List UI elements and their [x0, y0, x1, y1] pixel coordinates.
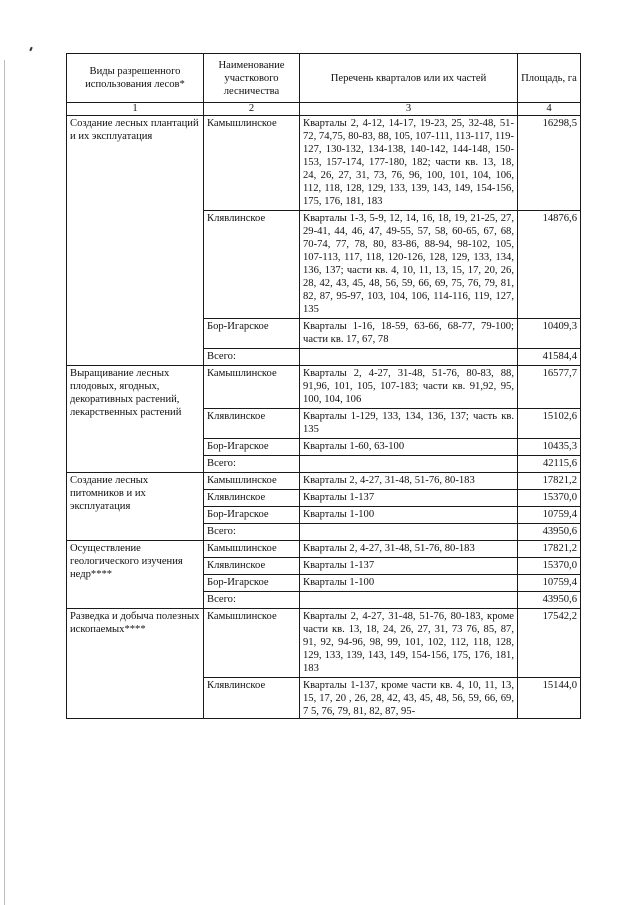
forestry-cell: Бор-Игарское	[204, 575, 300, 592]
forestry-cell: Камышлинское	[204, 116, 300, 211]
total-label: Всего:	[204, 349, 300, 366]
table-row	[67, 116, 581, 211]
area-cell: 15102,6	[518, 409, 581, 439]
quarters-cell: Кварталы 1-129, 133, 134, 136, 137; часть кв. 135	[300, 409, 518, 439]
total-empty-cell	[300, 456, 518, 473]
quarters-cell: Кварталы 1-3, 5-9, 12, 14, 16, 18, 19, 21-25, 27, 29-41, 44, 46, 47, 49-55, 57, 58, 60-65, 67, 68, 70-74, 77, 78, 80, 83-86, 88-94, 98-102, 105, 107-113, 117, 118, 120-126, 128, 129, 133, 134, 136, 137; части кв. 4, 10, 11, 13, 15, 17, 20, 26, 28, 42, 43, 45, 48, 56, 59, 66, 69, 75, 76, 79, 81, 82, 87, 95-97, 103, 104, 106, 114-116, 119, 127, 135	[300, 211, 518, 319]
forestry-cell: Клявлинское	[204, 558, 300, 575]
area-cell: 14876,6	[518, 211, 581, 319]
total-empty-cell	[300, 349, 518, 366]
column-number: 2	[204, 103, 300, 116]
quarters-cell: Кварталы 1-100	[300, 575, 518, 592]
header-quarters: Перечень кварталов или их частей	[300, 54, 518, 103]
column-number: 1	[67, 103, 204, 116]
forestry-cell: Камышлинское	[204, 541, 300, 558]
forestry-cell: Бор-Игарское	[204, 507, 300, 524]
total-label: Всего:	[204, 524, 300, 541]
area-cell: 15144,0	[518, 678, 581, 719]
forestry-cell: Клявлинское	[204, 678, 300, 719]
total-area: 42115,6	[518, 456, 581, 473]
column-number-row	[67, 103, 581, 116]
area-cell: 10759,4	[518, 507, 581, 524]
use-type-cell: Создание лесных питомников и их эксплуатация	[67, 473, 204, 541]
forestry-cell: Бор-Игарское	[204, 319, 300, 349]
forest-use-table	[66, 53, 581, 719]
use-type-cell: Разведка и добыча полезных ископаемых****	[67, 609, 204, 719]
area-cell: 15370,0	[518, 558, 581, 575]
quarters-cell: Кварталы 2, 4-27, 31-48, 51-76, 80-183, кроме части кв. 13, 18, 24, 26, 27, 31, 73 76, 85, 87, 91, 92, 94-96, 98, 99, 101, 102, 112, 118, 128, 129, 133, 139, 143, 149, 154-156, 175, 176, 181, 183	[300, 609, 518, 678]
forestry-cell: Бор-Игарское	[204, 439, 300, 456]
area-cell: 10435,3	[518, 439, 581, 456]
forestry-cell: Клявлинское	[204, 409, 300, 439]
area-cell: 10409,3	[518, 319, 581, 349]
table-row	[67, 541, 581, 558]
table-row	[67, 609, 581, 678]
forestry-cell: Клявлинское	[204, 211, 300, 319]
quarters-cell: Кварталы 2, 4-27, 31-48, 51-76, 80-183	[300, 473, 518, 490]
forestry-cell: Камышлинское	[204, 609, 300, 678]
column-number: 3	[300, 103, 518, 116]
forestry-cell: Камышлинское	[204, 473, 300, 490]
header-row	[67, 54, 581, 103]
quarters-cell: Кварталы 1-100	[300, 507, 518, 524]
total-label: Всего:	[204, 456, 300, 473]
total-empty-cell	[300, 524, 518, 541]
use-type-cell: Выращивание лесных плодовых, ягодных, декоративных растений, лекарственных растений	[67, 366, 204, 473]
table-row	[67, 473, 581, 490]
quarters-cell: Кварталы 1-137	[300, 558, 518, 575]
header-area: Площадь, га	[518, 54, 581, 103]
quarters-cell: Кварталы 2, 4-27, 31-48, 51-76, 80-183	[300, 541, 518, 558]
area-cell: 15370,0	[518, 490, 581, 507]
total-area: 43950,6	[518, 524, 581, 541]
total-area: 41584,4	[518, 349, 581, 366]
forestry-cell: Камышлинское	[204, 366, 300, 409]
total-label: Всего:	[204, 592, 300, 609]
table-row	[67, 366, 581, 409]
use-type-cell: Осуществление геологического изучения недр****	[67, 541, 204, 609]
column-number: 4	[518, 103, 581, 116]
total-area: 43950,6	[518, 592, 581, 609]
quarters-cell: Кварталы 2, 4-12, 14-17, 19-23, 25, 32-48, 51-72, 74,75, 80-83, 88, 105, 107-111, 113-117, 119-127, 130-132, 134-138, 140-142, 144-148, 150-153, 157-174, 177-180, 182; части кв. 13, 18, 24, 26, 27, 31, 73, 76, 96, 100, 101, 104, 106, 112, 118, 128, 129, 133, 139, 143, 149, 154-156, 175, 176, 181, 183	[300, 116, 518, 211]
total-empty-cell	[300, 592, 518, 609]
quarters-cell: Кварталы 1-137, кроме части кв. 4, 10, 11, 13, 15, 17, 20 , 26, 28, 42, 43, 45, 48, 56, 59, 66, 69, 7 5, 76, 79, 81, 82, 87, 95-	[300, 678, 518, 719]
scan-mark	[29, 47, 33, 51]
area-cell: 16577,7	[518, 366, 581, 409]
quarters-cell: Кварталы 2, 4-27, 31-48, 51-76, 80-83, 88, 91,96, 101, 105, 107-183; части кв. 91,92, 95, 100, 104, 106	[300, 366, 518, 409]
quarters-cell: Кварталы 1-16, 18-59, 63-66, 68-77, 79-100; части кв. 17, 67, 78	[300, 319, 518, 349]
use-type-cell: Создание лесных плантаций и их эксплуатация	[67, 116, 204, 366]
area-cell: 17821,2	[518, 473, 581, 490]
quarters-cell: Кварталы 1-137	[300, 490, 518, 507]
header-use-type: Виды разрешенного использования лесов*	[67, 54, 204, 103]
scan-edge-line	[4, 60, 5, 905]
forestry-cell: Клявлинское	[204, 490, 300, 507]
quarters-cell: Кварталы 1-60, 63-100	[300, 439, 518, 456]
area-cell: 16298,5	[518, 116, 581, 211]
area-cell: 10759,4	[518, 575, 581, 592]
area-cell: 17542,2	[518, 609, 581, 678]
header-forestry: Наименование участкового лесничества	[204, 54, 300, 103]
area-cell: 17821,2	[518, 541, 581, 558]
